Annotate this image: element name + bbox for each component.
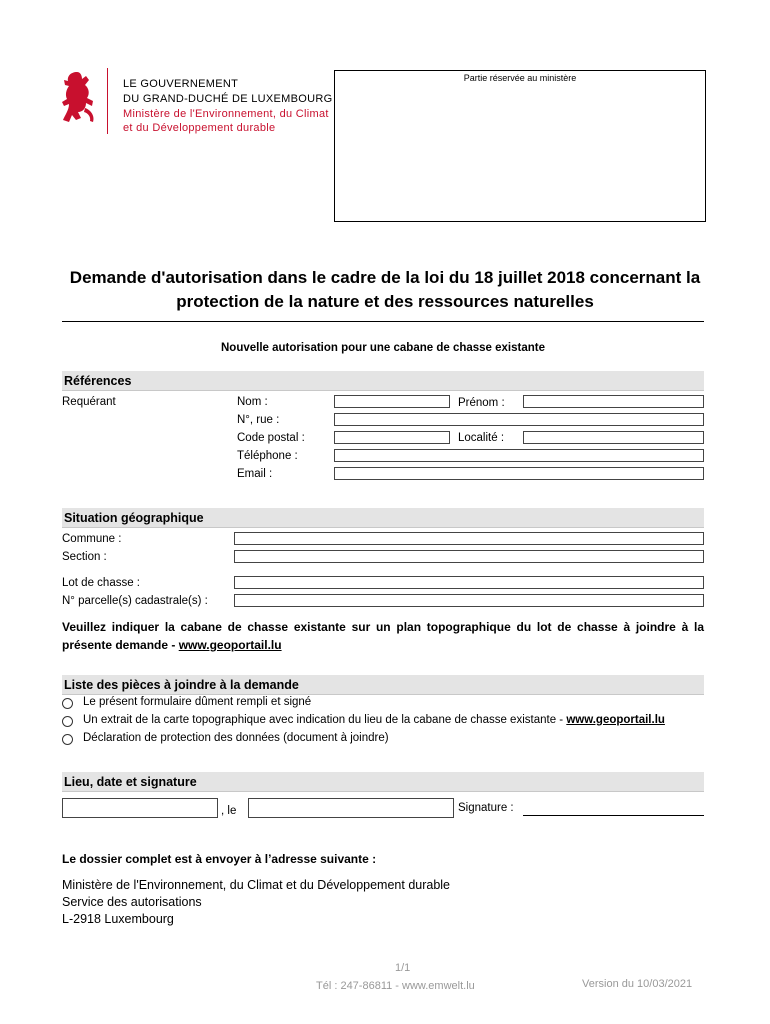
localite-label: Localité : xyxy=(458,432,505,444)
address-line2: Service des autorisations xyxy=(62,895,202,909)
requerant-label: Requérant xyxy=(62,396,116,408)
piece-1-radio[interactable] xyxy=(62,698,73,709)
signature-label: Signature : xyxy=(458,802,514,814)
address-line3: L-2918 Luxembourg xyxy=(62,912,174,926)
page-number: 1/1 xyxy=(395,962,411,974)
lot-label: Lot de chasse : xyxy=(62,577,140,589)
situation-heading: Situation géographique xyxy=(62,508,704,528)
page-title-line1: Demande d'autorisation dans le cadre de la loi du 18 juillet 2018 concernant la xyxy=(69,268,701,287)
piece-2-radio[interactable] xyxy=(62,716,73,727)
piece-1-text: Le présent formulaire dûment rempli et signé xyxy=(83,696,312,708)
commune-field[interactable] xyxy=(234,532,704,545)
parcelles-field[interactable] xyxy=(234,594,704,607)
nom-label: Nom : xyxy=(237,396,268,408)
piece-2-text xyxy=(83,714,665,726)
references-heading: Références xyxy=(62,371,704,391)
ministry-name-line2: et du Développement durable xyxy=(123,122,276,134)
piece-3-radio[interactable] xyxy=(62,734,73,745)
piece-2-geoportail-link[interactable]: www.geoportail.lu xyxy=(566,714,665,726)
subtitle: Nouvelle autorisation pour une cabane de chasse existante xyxy=(220,342,546,354)
address-line1: Ministère de l'Environnement, du Climat et du Développement durable xyxy=(62,878,451,892)
code-postal-field[interactable] xyxy=(334,431,450,444)
telephone-label: Téléphone : xyxy=(237,450,298,462)
signature-heading: Lieu, date et signature xyxy=(62,772,704,792)
email-label: Email : xyxy=(237,468,273,480)
nom-field[interactable] xyxy=(334,395,450,408)
commune-label: Commune : xyxy=(62,533,122,545)
page-title-line2: protection de la nature et des ressources naturelles xyxy=(176,292,594,311)
footer-contact: Tél : 247-86811 - www.emwelt.lu xyxy=(316,980,475,992)
section-label: Section : xyxy=(62,551,107,563)
signature-line[interactable] xyxy=(523,815,704,816)
org-name-line2: DU GRAND-DUCHÉ DE LUXEMBOURG xyxy=(123,93,333,105)
logo-divider xyxy=(107,68,108,134)
piece-2-label: Un extrait de la carte topographique avec indication du lieu de la cabane de chasse existante - xyxy=(83,714,567,726)
instruction-line1: Veuillez indiquer la cabane de chasse existante sur un plan topographique du lot de chasse à joindre à la xyxy=(62,620,704,634)
reserved-box xyxy=(334,70,706,222)
ministry-name-line1: Ministère de l'Environnement, du Climat xyxy=(123,108,329,120)
email-field[interactable] xyxy=(334,467,704,480)
date-field[interactable] xyxy=(248,798,454,818)
lion-logo-icon xyxy=(55,68,99,126)
piece-3-text: Déclaration de protection des données (document à joindre) xyxy=(83,732,389,744)
lieu-field[interactable] xyxy=(62,798,218,818)
parcelles-label: N° parcelle(s) cadastrale(s) : xyxy=(62,595,208,607)
pieces-heading: Liste des pièces à joindre à la demande xyxy=(62,675,704,695)
prenom-label: Prénom : xyxy=(458,397,505,409)
footer-version: Version du 10/03/2021 xyxy=(582,978,693,990)
prenom-field[interactable] xyxy=(523,395,704,408)
rue-field[interactable] xyxy=(334,413,704,426)
geoportail-link[interactable]: www.geoportail.lu xyxy=(178,638,282,652)
org-name-line1: LE GOUVERNEMENT xyxy=(123,78,239,90)
telephone-field[interactable] xyxy=(334,449,704,462)
section-field[interactable] xyxy=(234,550,704,563)
le-label: , le xyxy=(221,805,237,817)
code-postal-label: Code postal : xyxy=(237,432,305,444)
rue-label: N°, rue : xyxy=(237,414,280,426)
reserved-box-label: Partie réservée au ministère xyxy=(463,73,577,83)
title-rule xyxy=(62,321,704,322)
instruction-line2-text: présente demande - xyxy=(62,638,179,652)
localite-field[interactable] xyxy=(523,431,704,444)
lot-field[interactable] xyxy=(234,576,704,589)
address-heading: Le dossier complet est à envoyer à l’adresse suivante : xyxy=(62,852,377,866)
instruction-line2 xyxy=(62,638,282,652)
